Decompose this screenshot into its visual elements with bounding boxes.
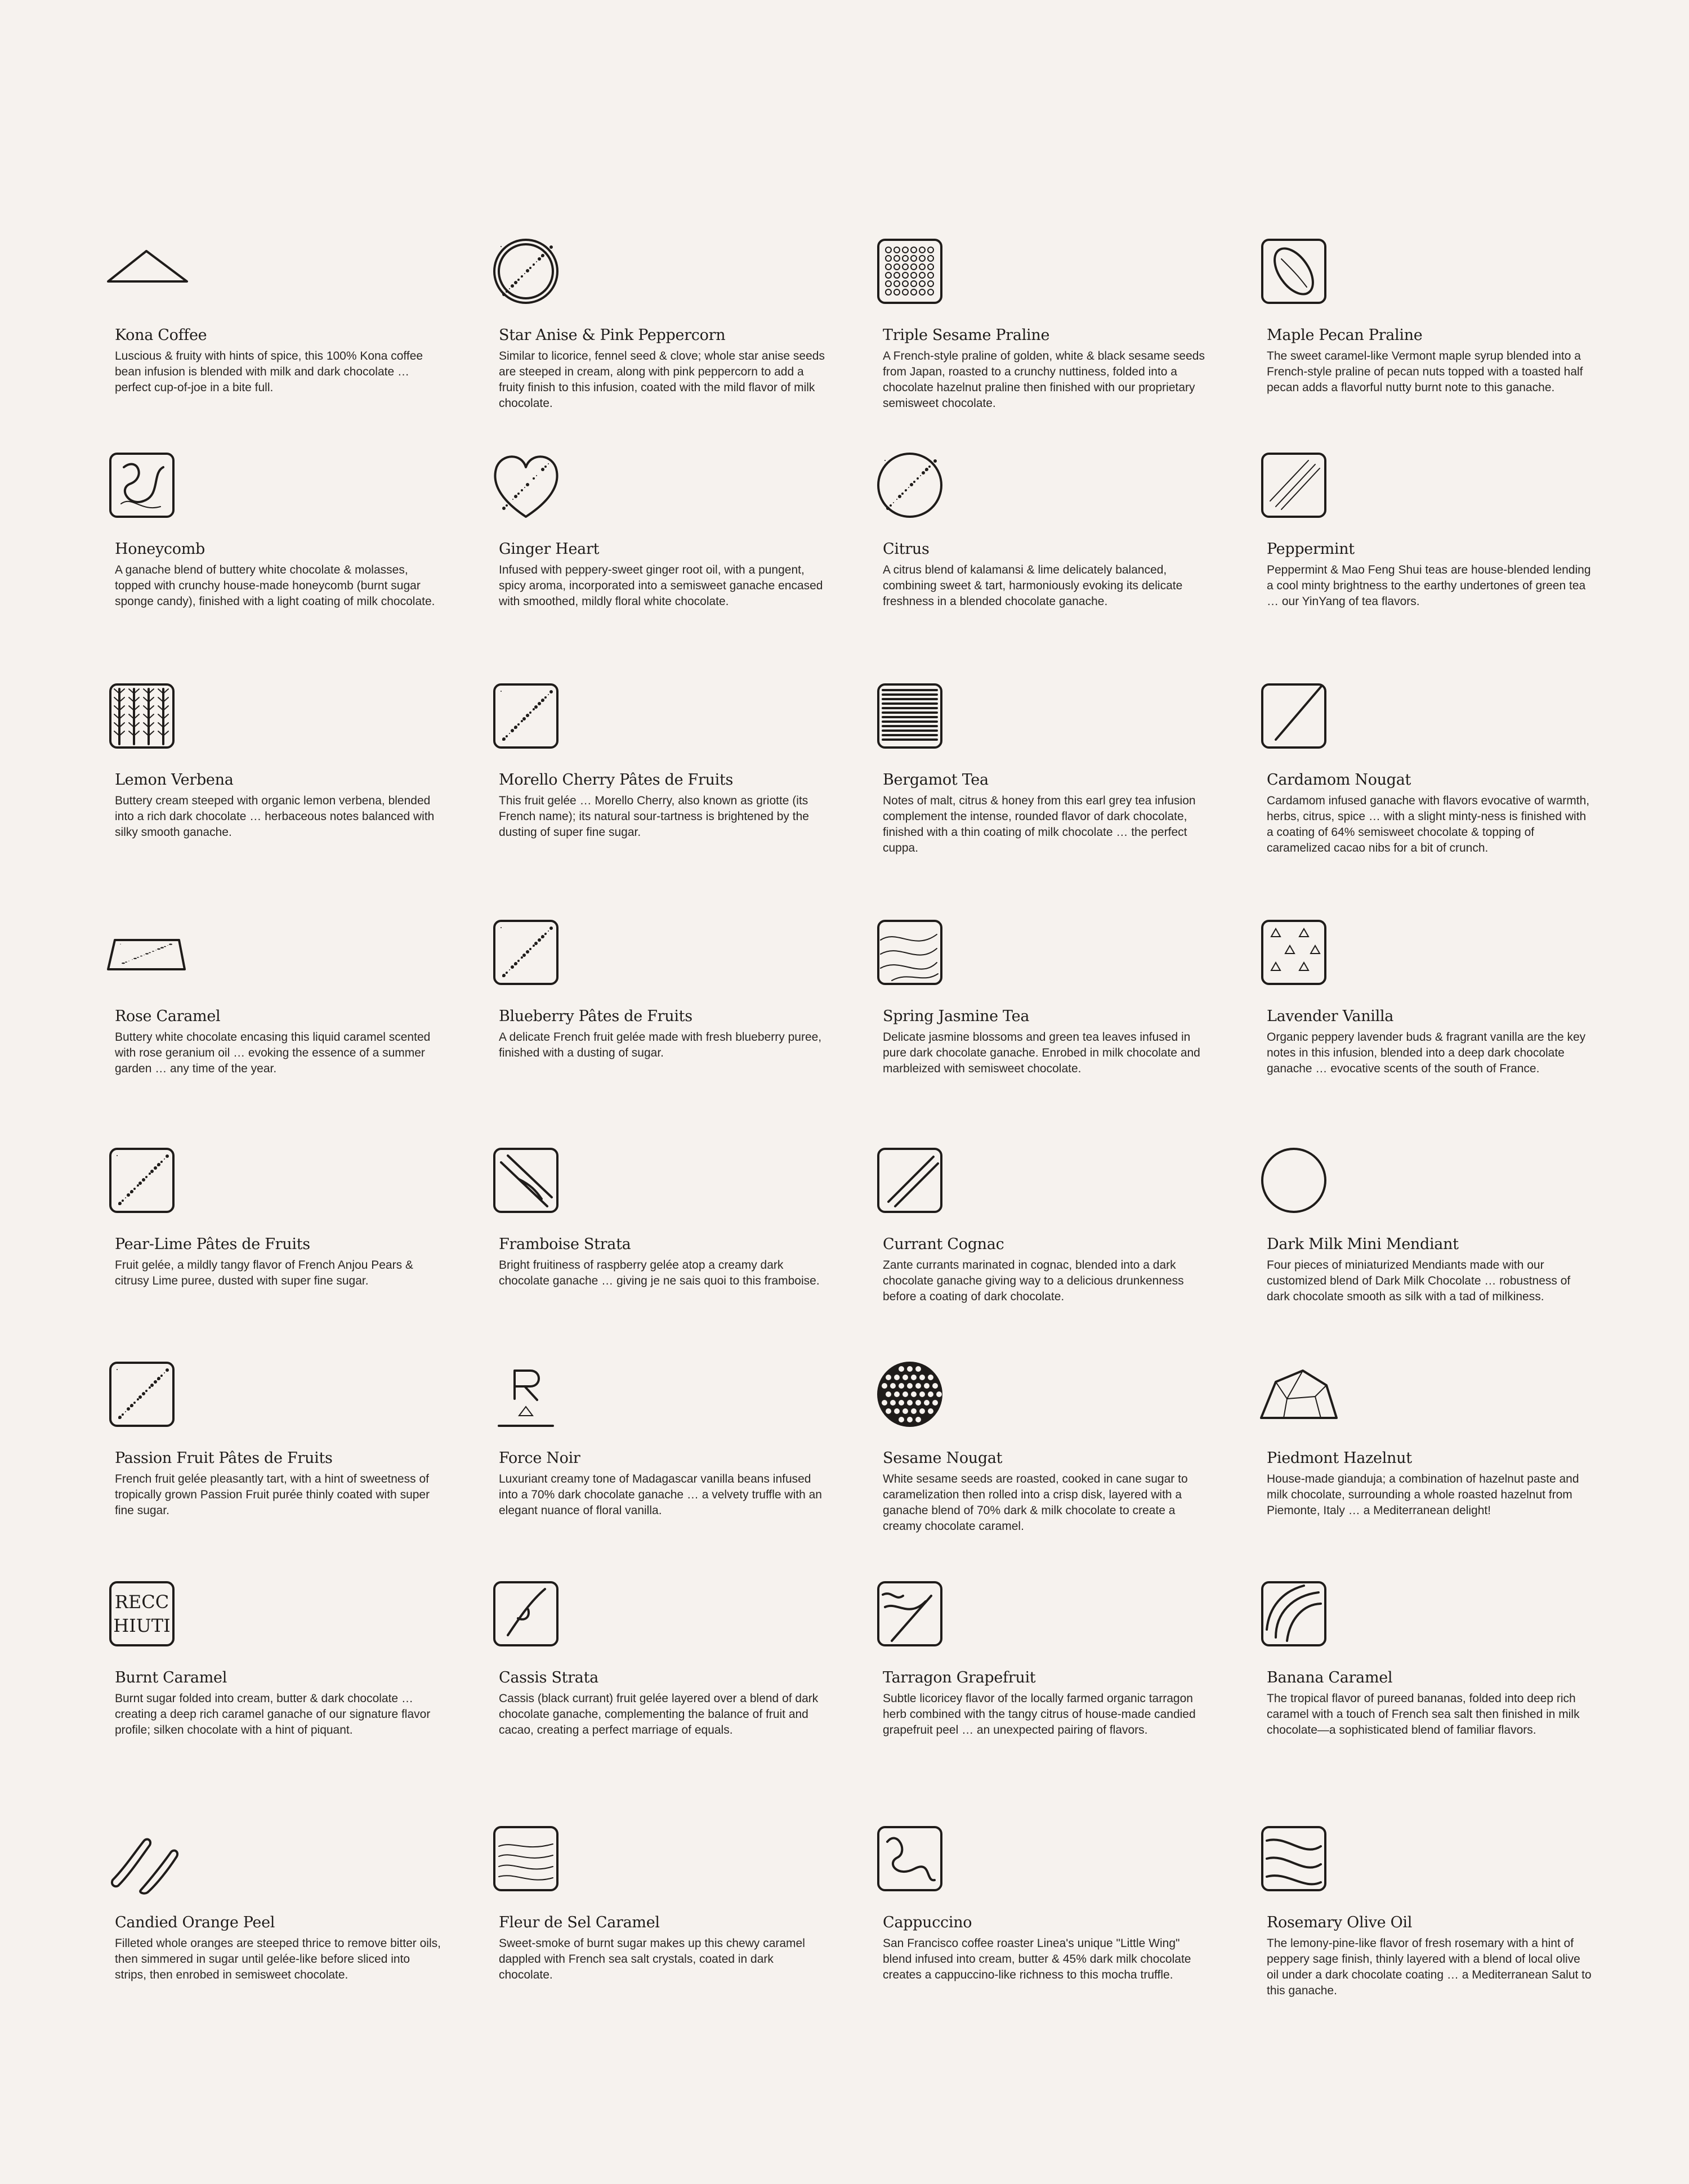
chocolate-description: San Francisco coffee roaster Linea's unique "Little Wing" blend infused into cream, butter & 45% dark milk chocolate creates a cappuccino-like richness to this mocha truffle.	[883, 1937, 1191, 1981]
chocolate-description: Burnt sugar folded into cream, butter & dark chocolate … creating a deep rich caramel ganache of our signature flavor profile; silken chocolate with a hint of piquant.	[115, 1692, 431, 1737]
chocolate-name: Spring Jasmine Tea	[883, 1008, 1030, 1025]
chocolate-name: Citrus	[883, 540, 930, 558]
chocolate-description: Organic peppery lavender buds & fragrant vanilla are the key notes in this infusion, blended into a deep dark chocolate ganache … evocative scents of the south of France.	[1267, 1031, 1586, 1075]
chocolate-name: Blueberry Pâtes de Fruits	[499, 1008, 692, 1025]
chocolate-name: Honeycomb	[115, 540, 205, 558]
round-dusted-icon	[491, 236, 575, 315]
feather-square-icon	[491, 1579, 575, 1658]
chocolate-description: Infused with peppery-sweet ginger root oil, with a pungent, spicy aroma, incorporated into a semisweet ganache encased with smoothed, mildly floral white chocolate.	[499, 563, 823, 608]
marbled-square-icon	[875, 918, 959, 996]
chocolate-description: Buttery cream steeped with organic lemon verbena, blended into a rich dark chocolate … herbaceous notes balanced with silky smooth ganache.	[115, 794, 435, 839]
chocolate-name: Fleur de Sel Caramel	[499, 1914, 660, 1931]
chocolate-description: A ganache blend of buttery white chocolate & molasses, topped with crunchy house-made honeycomb (burnt sugar sponge candy), finished with a light coating of milk chocolate.	[115, 563, 435, 608]
diagonal-stripe-square-icon	[1259, 450, 1343, 529]
sugared-square-icon	[107, 1145, 191, 1224]
sugared-square-icon	[491, 918, 575, 996]
peel-square-icon	[875, 1579, 959, 1658]
chocolate-description: Delicate jasmine blossoms and green tea leaves infused in pure dark chocolate ganache. Enrobed in milk chocolate and marbleized with semisweet chocolate.	[883, 1031, 1200, 1075]
sugared-square-icon	[491, 681, 575, 760]
r-logo-square-icon	[491, 1359, 575, 1438]
chocolate-description: The sweet caramel-like Vermont maple syrup blended into a French-style praline of pecan nuts topped with a toasted half pecan adds a flavorful nutty burnt note to this ganache.	[1267, 350, 1583, 394]
heart-icon	[491, 450, 575, 529]
stamped-round-icon	[1259, 1145, 1343, 1224]
chocolate-description: Luscious & fruity with hints of spice, this 100% Kona coffee bean infusion is blended with milk and dark chocolate … perfect cup-of-joe in a bite full.	[115, 350, 423, 394]
chocolate-name: Rose Caramel	[115, 1008, 221, 1025]
chocolate-description: White sesame seeds are roasted, cooked in cane sugar to caramelization then rolled into a crisp disk, layered with a ganache blend of 70% dark & milk chocolate to create a creamy chocolate caramel.	[883, 1473, 1188, 1533]
triangle-icon	[107, 236, 191, 315]
sugared-square-icon	[107, 1359, 191, 1438]
horizontal-stripe-square-icon	[875, 681, 959, 760]
chocolate-description: Cardamom infused ganache with flavors evocative of warmth, herbs, citrus, spice … with a slight minty-ness is finished with a coating of 64% semisweet chocolate & topping of caramelized cacao nibs for a bit of crunch.	[1267, 794, 1590, 854]
double-line-square-icon	[875, 1145, 959, 1224]
chocolate-name: Piedmont Hazelnut	[1267, 1449, 1412, 1467]
recchiuti-logo-square-icon	[107, 1579, 191, 1658]
chocolate-name: Dark Milk Mini Mendiant	[1267, 1236, 1459, 1253]
chocolate-description: This fruit gelée … Morello Cherry, also known as griotte (its French name); its natural sour-tartness is brightened by the dusting of super fine sugar.	[499, 794, 809, 839]
single-line-square-icon	[1259, 681, 1343, 760]
chocolate-description: Bright fruitiness of raspberry gelée atop a creamy dark chocolate ganache … giving je ne sais quoi to this framboise.	[499, 1259, 820, 1287]
chocolate-description: Zante currants marinated in cognac, blended into a dark chocolate ganache giving way to a delicious drunkenness before a coating of dark chocolate.	[883, 1259, 1184, 1303]
chocolate-name: Morello Cherry Pâtes de Fruits	[499, 771, 734, 789]
chocolate-description: French fruit gelée pleasantly tart, with a hint of sweetness of tropically grown Passion Fruit purée thinly coated with super fine sugar.	[115, 1473, 430, 1517]
pecan-square-icon	[1259, 236, 1343, 315]
chocolate-description: Peppermint & Mao Feng Shui teas are house-blended lending a cool minty brightness to the earthy undertones of green tea … our YinYang of tea flavors.	[1267, 563, 1591, 608]
chocolate-name: Cappuccino	[883, 1914, 972, 1931]
chocolate-name: Triple Sesame Praline	[883, 326, 1050, 344]
chocolate-description: Filleted whole oranges are steeped thrice to remove bitter oils, then simmered in sugar until gelée-like before sliced into strips, then enrobed in semisweet chocolate.	[115, 1937, 441, 1981]
chocolate-description: Subtle licoricey flavor of the locally farmed organic tarragon herb combined with the tangy citrus of house-made candied grapefruit peel … an unexpected pairing of flavors.	[883, 1692, 1196, 1737]
wave-square-icon	[1259, 1824, 1343, 1903]
triangle-pattern-square-icon	[1259, 918, 1343, 996]
swirl-square-icon	[107, 450, 191, 529]
chocolate-name: Burnt Caramel	[115, 1669, 227, 1686]
chocolate-description: Notes of malt, citrus & honey from this earl grey tea infusion complement the intense, rounded flavor of dark chocolate, finished with a thin coating of milk chocolate … the perfect cuppa.	[883, 794, 1196, 854]
chocolate-description: Fruit gelée, a mildly tangy flavor of French Anjou Pears & citrusy Lime puree, dusted with super fine sugar.	[115, 1259, 413, 1287]
chocolate-name: Star Anise & Pink Peppercorn	[499, 326, 726, 344]
chocolate-description: Cassis (black currant) fruit gelée layered over a blend of dark chocolate ganache, complementing the balance of fruit and cacao, creating a perfect marriage of equals.	[499, 1692, 819, 1737]
chocolate-name: Lemon Verbena	[115, 771, 234, 789]
contour-square-icon	[491, 1824, 575, 1903]
chocolate-description: Buttery white chocolate encasing this liquid caramel scented with rose geranium oil … evoking the essence of a summer garden … any time of the year.	[115, 1031, 431, 1075]
chocolate-description: A French-style praline of golden, white & black sesame seeds from Japan, roasted to a crunchy nuttiness, folded into a chocolate hazelnut praline then finished with our proprietary semisweet chocolate.	[883, 350, 1205, 410]
chocolate-name: Passion Fruit Pâtes de Fruits	[115, 1449, 333, 1467]
chocolate-name: Banana Caramel	[1267, 1669, 1393, 1686]
chocolate-name: Maple Pecan Praline	[1267, 326, 1423, 344]
flat-bar-icon	[107, 918, 191, 996]
squiggle-square-icon	[875, 1824, 959, 1903]
chocolate-description: A citrus blend of kalamansi & lime delicately balanced, combining sweet & tart, harmoniously evoking its delicate freshness in a blended chocolate ganache.	[883, 563, 1183, 608]
chocolate-name: Kona Coffee	[115, 326, 207, 344]
svg-text:HIUTI: HIUTI	[113, 1615, 171, 1636]
chocolate-description: Four pieces of miniaturized Mendiants made with our customized blend of Dark Milk Chocolate … robustness of dark chocolate smooth as silk with a tad of milkiness.	[1267, 1259, 1571, 1303]
orange-peel-strips-icon	[107, 1824, 191, 1903]
chocolate-name: Currant Cognac	[883, 1236, 1004, 1253]
curve-square-icon	[1259, 1579, 1343, 1658]
chocolate-name: Ginger Heart	[499, 540, 600, 558]
chocolate-name: Candied Orange Peel	[115, 1914, 275, 1931]
dotted-square-icon	[875, 236, 959, 315]
chocolate-description: House-made gianduja; a combination of hazelnut paste and milk chocolate, surrounding a whole roasted hazelnut from Piemonte, Italy … a Mediterranean delight!	[1267, 1473, 1579, 1517]
chocolate-description: The lemony-pine-like flavor of fresh rosemary with a hint of peppery sage finish, thinly layered with a blend of local olive oil under a dark chocolate coating … a Mediterranean Salut to this ganache.	[1267, 1937, 1592, 1997]
chocolate-name: Cassis Strata	[499, 1669, 598, 1686]
chocolate-name: Force Noir	[499, 1449, 580, 1467]
svg-text:RECC: RECC	[114, 1591, 169, 1613]
chocolate-name: Lavender Vanilla	[1267, 1008, 1394, 1025]
chocolate-name: Pear-Lime Pâtes de Fruits	[115, 1236, 310, 1253]
chocolate-name: Bergamot Tea	[883, 771, 989, 789]
chocolate-description: Sweet-smoke of burnt sugar makes up this chewy caramel dappled with French sea salt crystals, coated in dark chocolate.	[499, 1937, 805, 1981]
chocolate-description: A delicate French fruit gelée made with fresh blueberry puree, finished with a dusting of sugar.	[499, 1031, 822, 1059]
chocolate-name: Tarragon Grapefruit	[883, 1669, 1036, 1686]
chocolate-description: Luxuriant creamy tone of Madagascar vanilla beans infused into a 70% dark chocolate ganache … a velvety truffle with an elegant nuance of floral vanilla.	[499, 1473, 822, 1517]
chocolate-description: Similar to licorice, fennel seed & clove; whole star anise seeds are steeped in cream, along with pink peppercorn to add a fruity finish to this infusion, coated with the mild flavor of milk chocolate.	[499, 350, 825, 410]
chocolate-name: Cardamom Nougat	[1267, 771, 1411, 789]
faceted-dome-icon	[1259, 1359, 1343, 1438]
striped-square-icon	[491, 1145, 575, 1224]
chocolate-description: The tropical flavor of pureed bananas, folded into deep rich caramel with a touch of French sea salt then finished in milk chocolate—a sophisticated blend of familiar flavors.	[1267, 1692, 1580, 1737]
chocolate-name: Peppermint	[1267, 540, 1355, 558]
chocolate-name: Framboise Strata	[499, 1236, 631, 1253]
chocolate-name: Rosemary Olive Oil	[1267, 1914, 1413, 1931]
polka-dot-round-icon	[875, 1359, 959, 1438]
round-speckled-icon	[875, 450, 959, 529]
leaf-pattern-square-icon	[107, 681, 191, 760]
chocolate-name: Sesame Nougat	[883, 1449, 1003, 1467]
